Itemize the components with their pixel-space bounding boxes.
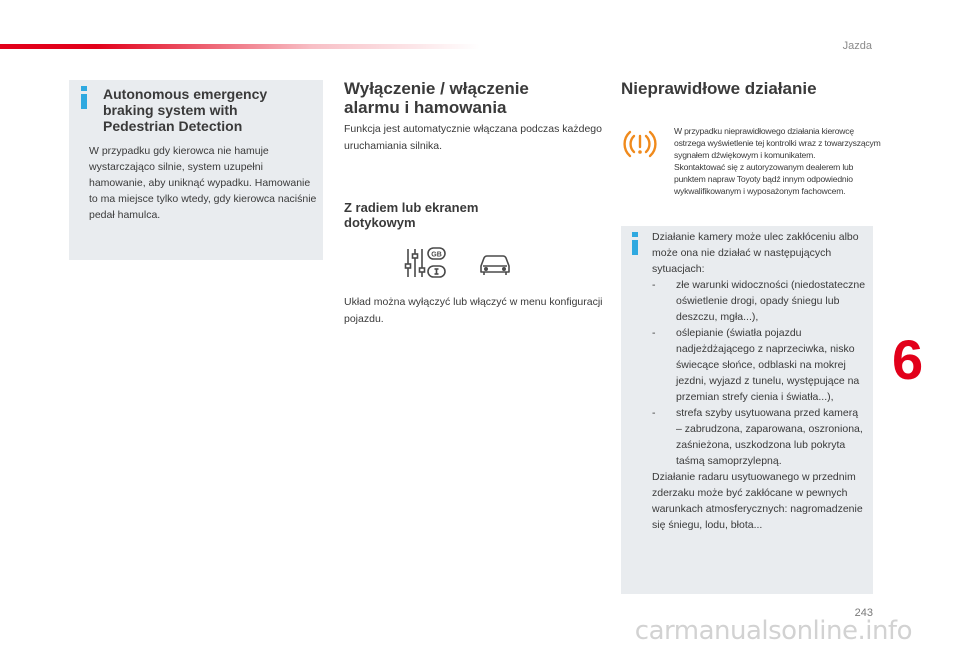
warning-description [674,125,884,197]
list-item: - strefa szyby usytuowana przed kamerą – zabrudzona, zaparowana, oszroniona, zaśnieżona, uszkodzona lub pokryta taśmą samoprzylepną. [652,407,863,467]
section-title-disable-alarm: Wyłączenie / włączenie alarmu i hamowania [344,79,529,117]
top-accent-bar [0,44,480,49]
warning-text-1: W przypadku nieprawidłowego działania kierowcę ostrzega wyświetlenie tej kontrolki wraz z towarzyszącym sygnałem dźwiękowym i komunikatem. [674,126,881,160]
intro-paragraph: Funkcja jest automatycznie włączana podczas każdego uruchamiania silnika. [344,123,602,152]
section-label: Jazda [842,40,872,52]
info-box-body [652,229,866,533]
list-item: - oślepianie (światła pojazdu nadjeżdżającego z naprzeciwka, nisko świecące słońce, odblaski na mokrej jezdni, wyjazd z tunelu, występujące na przemian strefy cienia i światła...), [652,327,860,403]
watermark: carmanualsonline.info [634,616,912,646]
page-number: 243 [854,607,873,619]
info-icon [632,232,638,254]
info-box-camera [621,226,873,594]
info-icon [81,86,87,108]
list-item: - złe warunki widoczności (niedostateczne oświetlenie drogi, opady śniegu lub deszczu, mgła...), [652,279,866,323]
subsection-title-radio: Z radiem lub ekranem dotykowym [344,200,479,230]
section-title-malfunction: Nieprawidłowe działanie [621,79,817,98]
settings-sliders-gb-icon [403,246,447,280]
chapter-number: 6 [892,328,924,391]
info-box-body: W przypadku gdy kierowca nie hamuje wystarczająco silnie, system uzupełni hamowanie, aby uniknąć wypadku. Hamowanie to ma miejsce tylko wtedy, gdy kierowca naciśnie pedał hamulca. [89,145,317,221]
car-icon [478,248,512,278]
outro-paragraph: Układ można wyłączyć lub włączyć w menu konfiguracji pojazdu. [344,296,603,325]
warning-text-2: Skontaktować się z autoryzowanym dealerem lub punktem napraw Toyoty bądź innym odpowiednio wykwalifikowanym i wyposażonym fachowcem. [674,162,854,196]
collision-warning-icon [621,125,659,163]
gb-label: GB [431,251,442,259]
info-box-aeb [69,80,323,260]
radar-note: Działanie radaru usytuowanego w przednim zderzaku może być zakłócane w pewnych warunkach atmosferycznych: nagromadzenie się śniegu, lodu, błota... [652,471,863,531]
camera-intro: Działanie kamery może ulec zakłóceniu albo może ona nie działać w następujących sytuacjach: [652,231,859,275]
info-box-title: Autonomous emergency braking system with Pedestrian Detection [103,86,268,134]
